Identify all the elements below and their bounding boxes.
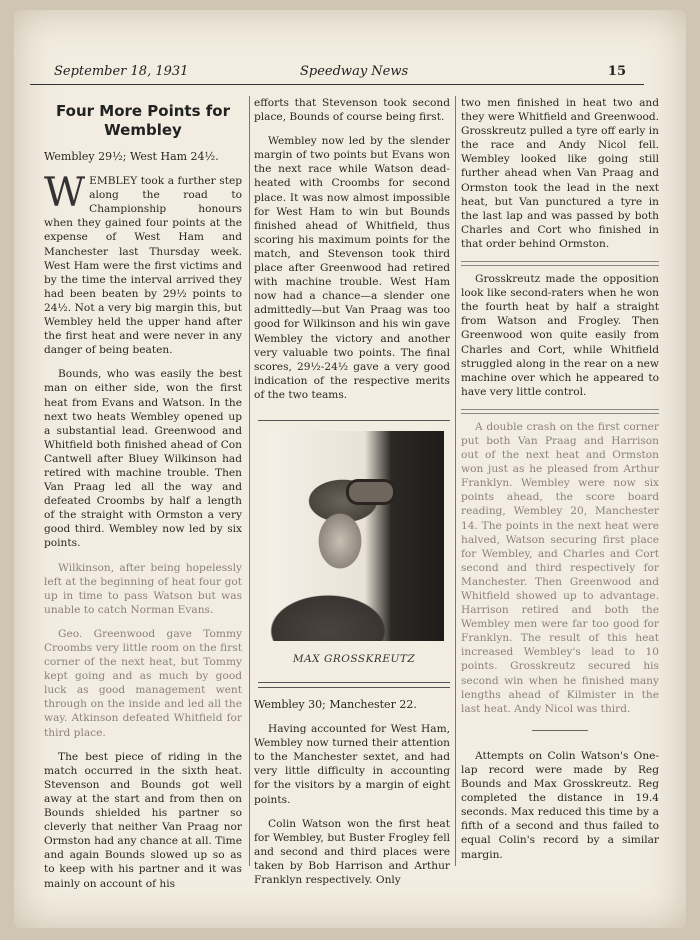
goggles-icon (346, 479, 396, 505)
column-3-paragraph-2: Grosskreutz made the opposition look like second-raters when he won the fourth heat by half a straight from Watson and Frogley. Then Greenwood won quite easily from Charles and Cort, while Whitfield struggled along in the rear on a new machine over which he appeared to have very little control. (461, 273, 659, 398)
paragraph-5: The best piece of riding in the match occurred in the sixth heat. Stevenson and Bounds got well away at the start and from then on Bounds shielded his partner so cleverly that neither Van Praag nor Ormston had any chance at all. Time and again Bounds slowed up so as to keep with his partner and it was mainly on account of his (44, 750, 242, 890)
column-2-paragraph-4: Colin Watson won the first heat for Wembley, but Buster Frogley fell and second and third places were taken by Bob Harrison and Arthur Franklyn respectively. Only (254, 817, 450, 887)
column-2-score-line: Wembley 30; Manchester 22. (254, 698, 417, 711)
column-divider-2 (455, 96, 456, 866)
column-1 (44, 96, 242, 901)
column-2-top (254, 96, 450, 412)
article-headline: Four More Points for Wembley (56, 102, 230, 139)
column-2-bottom (254, 698, 450, 897)
column-2-paragraph-2: Wembley now led by the slender margin of two points but Evans won the next race while Watson dead-heated with Croombs for second place. It was now almost impossible for West Ham to win but Bounds finished ahead of Whitfield, thus scoring his maximum points for the match, and Stevenson took third place after Greenwood had retired with machine trouble. West Ham now had a chance—a slender one admittedly—but Van Praag was too good for Wilkinson and his win gave Wembley the victory and another very valuable two points. The final scores, 29½-24½ gave a very good indication of the respective merits of the two teams. (254, 135, 450, 401)
photo-rule (258, 682, 450, 688)
page-header (30, 62, 644, 85)
paragraph-4: Geo. Greenwood gave Tommy Croombs very little room on the first corner of the next heat, but Tommy kept going and as much by good luck as good management went through on the inside and led all the way. Atkinson defeated Whitfield for third place. (44, 627, 242, 739)
column-divider-1 (249, 96, 250, 866)
column-2-paragraph-3: Having accounted for West Ham, Wembley now turned their attention to the Manchester sextet, and had very little difficulty in accounting for the visitors by a margin of eight points. (254, 723, 450, 806)
drop-cap: W (44, 170, 86, 217)
paragraph-2: Bounds, who was easily the best man on either side, won the first heat from Evans and Watson. In the next two heats Wembley opened up a substantial lead. Greenwood and Whitfield both finished ahead of Con Cantwell after Bluey Wilkinson had retired with machine trouble. Then Van Praag led all the way and defeated Croombs by half a length of the straight with Ormston a very good third. Wembley now led by six points. (44, 368, 242, 550)
column-3-paragraph-4: Attempts on Colin Watson's One-lap record were made by Reg Bounds and Max Grosskreutz. Reg completed the distance in 19.4 seconds. Max reduced this time by a fifth of a second and thus failed to equal Colin's record by a similar margin. (461, 749, 659, 861)
paragraph-1 (44, 170, 242, 357)
column-3-paragraph-3: A double crash on the first corner put both Van Praag and Harrison out of the next heat and Ormston won just as he pleased from Arthur Franklyn. Wembley were now six points ahead, the score board reading, Wembley 20, Manchester 14. The points in the next heat were halved, Watson securing first place for Wembley, and Charles and Cort second and third respectively for Manchester. Then Greenwood and Whitfield showed up to advantage. Harrison retired and both the Wembley men were far too good for Franklyn. The result of this heat increased Wembley's lead to 10 points. Grosskreutz secured his second win when he finished many lengths ahead of Kilmister in the last heat. Andy Nicol was third. (461, 420, 659, 715)
photo-frame (258, 420, 450, 686)
column-3-rule (461, 261, 659, 266)
photo-caption: MAX GROSSKREUTZ (292, 653, 416, 665)
header-publication: Speedway News (300, 64, 409, 79)
rider-portrait-photo (268, 431, 444, 641)
column-2-paragraph-1: efforts that Stevenson took second place, Bounds of course being first. (254, 97, 450, 124)
column-3-rule-2 (461, 409, 659, 414)
score-line: Wembley 29½; West Ham 24½. (44, 150, 219, 163)
section-divider (532, 730, 588, 731)
header-page-number: 15 (607, 64, 626, 79)
header-date: September 18, 1931 (54, 64, 189, 79)
paragraph-1-text: EMBLEY took a further step along the road to Championship honours when they gained four points at the expense of West Ham and Manchester last Thursday week. West Ham were the first victims and by the time the interval arrived they had been beaten by 29½ points to 24½. Not a very big margin this, but Wembley held the upper hand after the first heat and were never in any danger of being beaten. (44, 175, 242, 357)
column-3-paragraph-1: two men finished in heat two and they were Whitfield and Greenwood. Grosskreutz pulled a tyre off early in the race and Andy Nicol fell. Wembley looked like going still further ahead when Van Praag and Ormston took the lead in the next heat, but Van punctured a tyre in the last lap and was passed by both Charles and Cort who finished in that order behind Ormston. (461, 97, 659, 250)
paragraph-3: Wilkinson, after being hopelessly left at the beginning of heat four got up in time to pass Watson but was unable to catch Norman Evans. (44, 561, 242, 616)
column-3 (461, 96, 659, 872)
